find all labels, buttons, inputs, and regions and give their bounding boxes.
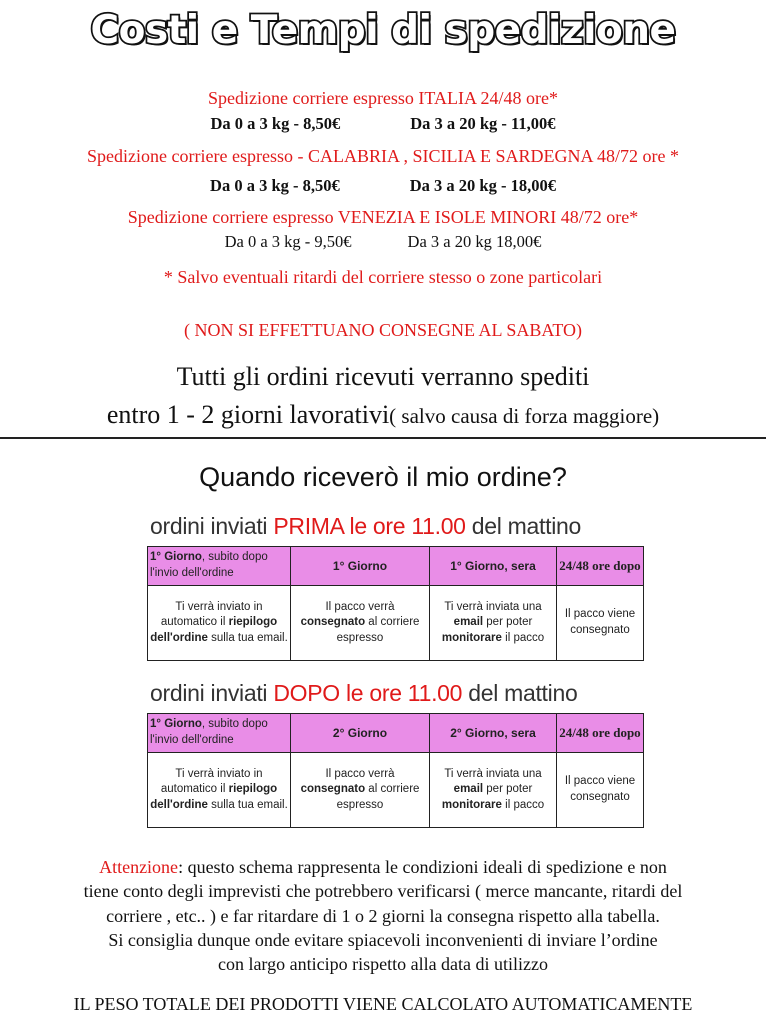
header-day-label: 1° Giorno bbox=[150, 551, 202, 564]
schedule-title-pre: ordini inviati bbox=[150, 680, 274, 706]
body-cell-handover bbox=[291, 586, 430, 661]
summary-post: sulla tua email. bbox=[207, 798, 288, 811]
dispatch-days: entro 1 - 2 giorni lavorativi bbox=[106, 400, 390, 429]
schedule-after-title bbox=[150, 680, 577, 707]
price-0-3kg: Da 0 a 3 kg - 8,50€ bbox=[210, 114, 341, 133]
body-cell-summary bbox=[148, 753, 291, 828]
body-cell-tracking bbox=[430, 586, 557, 661]
price-3-20kg: Da 3 a 20 kg - 18,00€ bbox=[409, 176, 556, 195]
schedule-title-highlight: DOPO le ore 11.00 bbox=[273, 680, 463, 706]
saturday-notice: ( NON SI EFFETTUANO CONSEGNE AL SABATO) bbox=[183, 320, 582, 340]
schedule-after-table bbox=[147, 713, 644, 828]
tracking-bold-email: email bbox=[453, 783, 484, 796]
attention-label: Attenzione bbox=[99, 857, 179, 877]
handover-bold: consegnato bbox=[300, 616, 366, 629]
body-cell-delivered: Il pacco viene consegnato bbox=[557, 586, 644, 661]
delivery-question: Quando riceverò il mio ordine? bbox=[199, 462, 567, 492]
tracking-bold-email: email bbox=[453, 616, 484, 629]
tracking-post: il pacco bbox=[501, 798, 545, 811]
shipping-venezia-prices bbox=[0, 232, 766, 252]
price-3-20kg: Da 3 a 20 kg 18,00€ bbox=[407, 232, 542, 251]
header-cell-shipping: 1° Giorno bbox=[291, 547, 430, 586]
tracking-bold-monitor: monitorare bbox=[441, 631, 502, 644]
dispatch-line-1: Tutti gli ordini ricevuti verranno spediti bbox=[176, 362, 590, 391]
shipping-italia-heading: Spedizione corriere espresso ITALIA 24/48 ore* bbox=[208, 88, 558, 108]
header-cell-delivery: 24/48 ore dopo bbox=[557, 714, 644, 753]
footer-weight-note: IL PESO TOTALE DEI PRODOTTI VIENE CALCOLATO AUTOMATICAMENTE bbox=[73, 994, 693, 1014]
attention-line-3: corriere , etc.. ) e far ritardare di 1 o 2 giorni la consegna rispetto alla tabella. bbox=[106, 906, 660, 926]
tracking-pre: Ti verrà inviata una bbox=[444, 767, 542, 780]
summary-pre: Ti verrà inviato in automatico il bbox=[160, 600, 263, 629]
attention-line-2: tiene conto degli imprevisti che potrebbero verificarsi ( merce mancante, ritardi del bbox=[83, 881, 683, 901]
attention-line-1 bbox=[0, 856, 766, 879]
header-cell-evening: 2° Giorno, sera bbox=[430, 714, 557, 753]
schedule-body-row bbox=[148, 753, 644, 828]
schedule-title-highlight: PRIMA le ore 11.00 bbox=[273, 513, 466, 539]
handover-pre: Il pacco verrà bbox=[325, 600, 395, 613]
header-day-desc: , subito dopo l'invio dell'ordine bbox=[150, 718, 268, 746]
schedule-body-row bbox=[148, 586, 644, 661]
body-cell-handover bbox=[291, 753, 430, 828]
tracking-bold-monitor: monitorare bbox=[441, 798, 502, 811]
page-title: Costi e Tempi di spedizione bbox=[90, 8, 676, 53]
header-day-desc: , subito dopo l'invio dell'ordine bbox=[150, 551, 268, 579]
price-3-20kg: Da 3 a 20 kg - 11,00€ bbox=[410, 114, 556, 133]
handover-post: al corriere espresso bbox=[336, 783, 420, 811]
schedule-header-row bbox=[148, 547, 644, 586]
tracking-pre: Ti verrà inviata una bbox=[444, 600, 542, 613]
attention-line-5: con largo anticipo rispetto alla data di utilizzo bbox=[217, 954, 549, 974]
dispatch-note: ( salvo causa di forza maggiore) bbox=[389, 404, 660, 428]
handover-post: al corriere espresso bbox=[336, 616, 420, 644]
header-cell-shipping: 2° Giorno bbox=[291, 714, 430, 753]
schedule-header-row bbox=[148, 714, 644, 753]
body-cell-tracking bbox=[430, 753, 557, 828]
shipping-venezia-heading: Spedizione corriere espresso VENEZIA E ISOLE MINORI 48/72 ore* bbox=[127, 207, 639, 227]
header-cell-delivery: 24/48 ore dopo bbox=[557, 547, 644, 586]
shipping-italia-prices bbox=[0, 114, 766, 134]
body-cell-summary bbox=[148, 586, 291, 661]
section-divider bbox=[0, 437, 766, 439]
tracking-mid: per poter bbox=[483, 783, 533, 796]
body-cell-delivered: Il pacco viene consegnato bbox=[557, 753, 644, 828]
dispatch-line-2 bbox=[0, 400, 766, 430]
summary-bold: riepilogo dell'ordine bbox=[150, 616, 278, 644]
summary-bold: riepilogo dell'ordine bbox=[150, 783, 278, 811]
schedule-title-post: del mattino bbox=[462, 680, 578, 706]
header-day-label: 1° Giorno bbox=[150, 718, 202, 731]
header-cell-evening: 1° Giorno, sera bbox=[430, 547, 557, 586]
schedule-title-pre: ordini inviati bbox=[150, 513, 274, 539]
price-0-3kg: Da 0 a 3 kg - 8,50€ bbox=[210, 176, 340, 195]
price-0-3kg: Da 0 a 3 kg - 9,50€ bbox=[224, 232, 352, 251]
tracking-post: il pacco bbox=[501, 631, 545, 644]
shipping-islands-prices bbox=[0, 176, 766, 196]
delay-disclaimer: * Salvo eventuali ritardi del corriere stesso o zone particolari bbox=[163, 267, 603, 287]
tracking-mid: per poter bbox=[483, 616, 533, 629]
header-cell-day1 bbox=[148, 714, 291, 753]
schedule-title-post: del mattino bbox=[465, 513, 581, 539]
attention-line-4: Si consiglia dunque onde evitare spiacevoli inconvenienti di inviare l’ordine bbox=[108, 930, 658, 950]
shipping-islands-heading: Spedizione corriere espresso - CALABRIA , SICILIA E SARDEGNA 48/72 ore * bbox=[87, 146, 679, 166]
schedule-before-table bbox=[147, 546, 644, 661]
summary-pre: Ti verrà inviato in automatico il bbox=[160, 767, 263, 796]
handover-pre: Il pacco verrà bbox=[325, 767, 395, 780]
header-cell-day1 bbox=[148, 547, 291, 586]
handover-bold: consegnato bbox=[300, 783, 366, 796]
attention-text-1: : questo schema rappresenta le condizioni ideali di spedizione e non bbox=[178, 857, 667, 877]
summary-post: sulla tua email. bbox=[207, 631, 288, 644]
schedule-before-title bbox=[150, 513, 581, 540]
